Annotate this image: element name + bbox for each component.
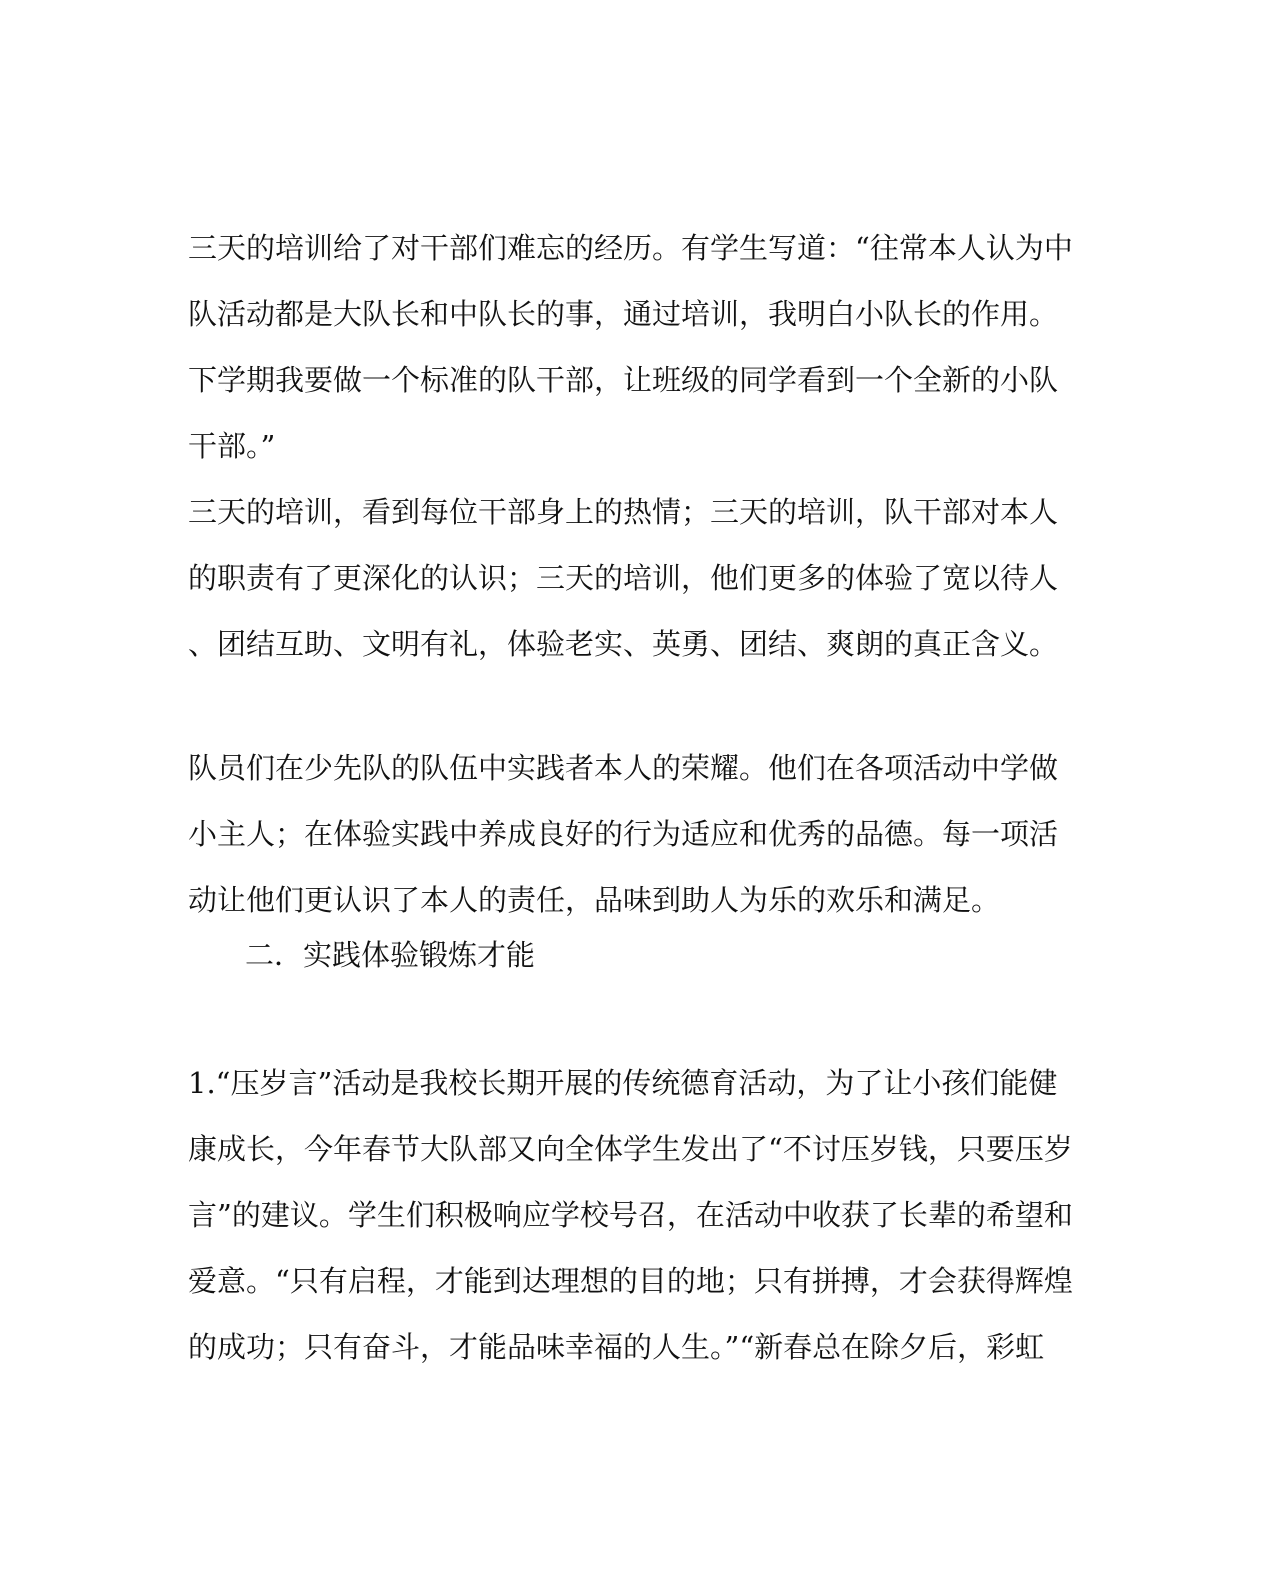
text-line: 爱意。“只有启程，才能到达理想的目的地；只有拼搏，才会获得辉煌 bbox=[188, 1264, 1073, 1298]
section-heading bbox=[245, 922, 1125, 988]
text-line: 康成长，今年春节大队部又向全体学生发出了“不讨压岁钱，只要压岁 bbox=[188, 1132, 1073, 1166]
section-heading-text: 二．实践体验锻炼才能 bbox=[245, 938, 536, 972]
text-line: 干部。” bbox=[188, 429, 276, 463]
text-line: 下学期我要做一个标准的队干部，让班级的同学看到一个全新的小队 bbox=[188, 363, 1059, 397]
text-line: 队活动都是大队长和中队长的事，通过培训，我明白小队长的作用。 bbox=[188, 297, 1059, 331]
text-line: 的职责有了更深化的认识；三天的培训，他们更多的体验了宽以待人 bbox=[188, 561, 1059, 595]
text-line: 动让他们更认识了本人的责任，品味到助人为乐的欢乐和满足。 bbox=[188, 883, 1001, 917]
paragraph-training-experience bbox=[188, 215, 1073, 479]
paragraph-new-year-words-activity bbox=[188, 1050, 1073, 1380]
text-line: 队员们在少先队的队伍中实践者本人的荣耀。他们在各项活动中学做 bbox=[188, 751, 1059, 785]
text-line: 的成功；只有奋斗，才能品味幸福的人生。”“新春总在除夕后，彩虹 bbox=[188, 1330, 1045, 1364]
paragraph-team-members-practice bbox=[188, 735, 1068, 933]
text-line: 三天的培训给了对干部们难忘的经历。有学生写道：“往常本人认为中 bbox=[188, 231, 1073, 265]
text-line: 1.“压岁言”活动是我校长期开展的传统德育活动，为了让小孩们能健 bbox=[188, 1066, 1058, 1100]
paragraph-three-days-training bbox=[188, 479, 1068, 677]
text-line: 三天的培训，看到每位干部身上的热情；三天的培训，队干部对本人 bbox=[188, 495, 1059, 529]
text-line: 小主人；在体验实践中养成良好的行为适应和优秀的品德。每一项活 bbox=[188, 817, 1059, 851]
text-line: 言”的建议。学生们积极响应学校号召，在活动中收获了长辈的希望和 bbox=[188, 1198, 1073, 1232]
text-line: 、团结互助、文明有礼，体验老实、英勇、团结、爽朗的真正含义。 bbox=[188, 627, 1059, 661]
